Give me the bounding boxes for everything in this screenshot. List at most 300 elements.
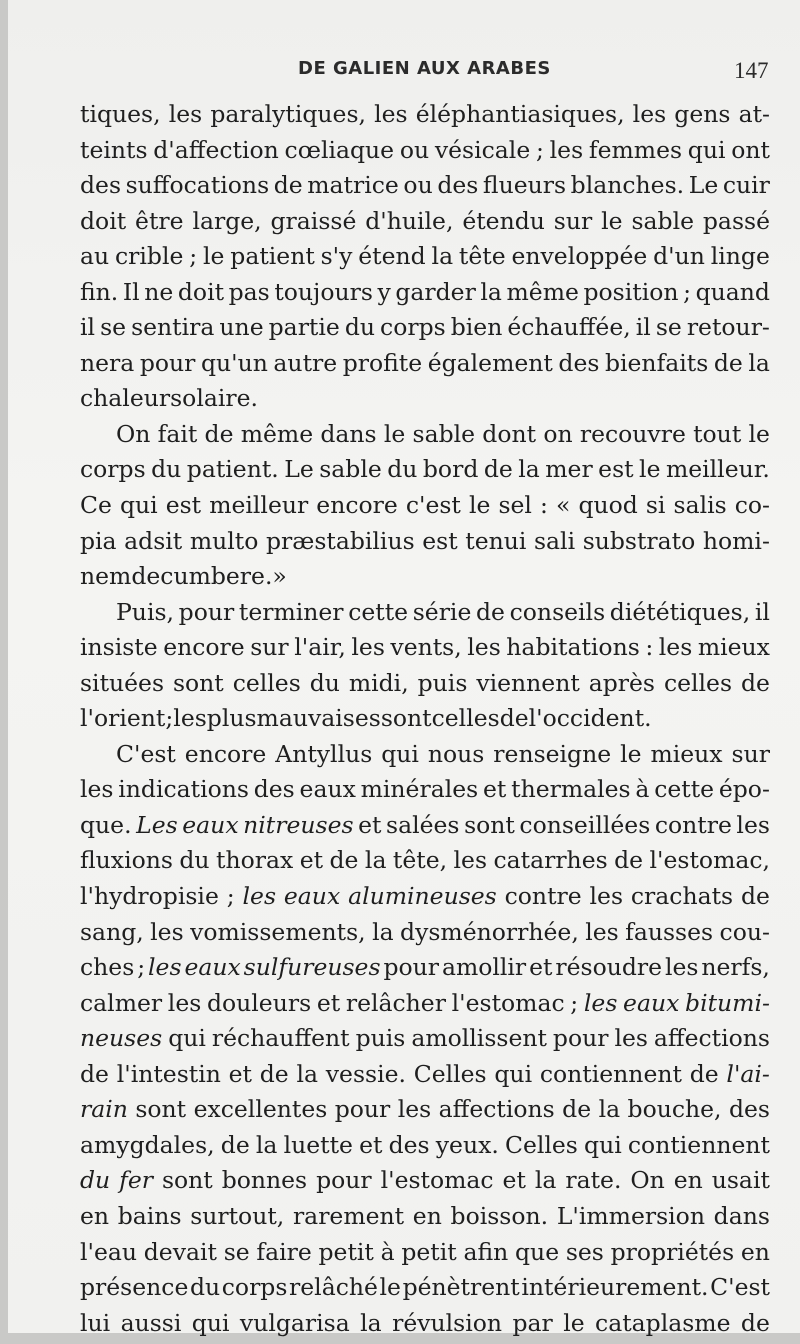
word: la [534,1166,557,1195]
word: des [558,348,600,377]
word: On [116,419,151,448]
word: si [645,491,666,520]
word: yeux. [435,1130,499,1159]
word: et [502,1166,526,1195]
word: pour [334,1095,391,1124]
word: contre [504,882,582,911]
word: boisson. [450,1201,549,1230]
word: bord [422,455,479,484]
word: afin [463,1237,509,1266]
word: ; [683,277,691,306]
word: fausses [625,917,714,946]
word: sang, [80,917,144,946]
word: qu'un [200,348,268,377]
text-line [80,1202,770,1238]
word: les [374,100,408,128]
word: l'estomac, [649,846,770,875]
word: étend [358,242,426,271]
italic-word: l'ai- [726,1059,770,1088]
word: linge [710,242,770,271]
word: étendu [462,206,545,235]
word: position [583,277,679,306]
word: On [630,1166,665,1195]
word: affections [653,1024,770,1053]
word: indications [118,775,249,804]
text-line [80,882,770,918]
text-line [80,313,770,349]
word: præstabilius [265,526,415,555]
word: cataplasme [595,1308,731,1337]
text-line [80,562,770,598]
word: en [412,1201,442,1230]
word: à [635,775,650,804]
word: les [736,810,770,839]
word: habitations [506,633,640,662]
word: du [179,846,210,875]
word: même [240,419,314,448]
word: de [740,882,770,911]
word: des [388,1130,430,1159]
text-line [80,846,770,882]
word: le [383,419,406,448]
word: fluxions [80,846,173,875]
text-line [80,527,770,563]
word: graissé [270,206,357,235]
word: puis [417,668,468,697]
word: mer [545,455,593,484]
word: paralytiques, [210,100,366,128]
word: se [655,313,682,342]
word: pour [552,1024,609,1053]
word: et [359,1130,383,1159]
book-page [8,0,800,1337]
word: minérales [360,775,479,804]
word: qui [687,135,726,164]
word: vomissements, [190,917,366,946]
word: catarrhes [493,846,608,875]
word: surtout, [190,1201,285,1230]
word: fin. [80,277,119,306]
word: pour [178,597,235,626]
word: pas [228,277,270,306]
word: contiennent [627,1130,770,1159]
word: tenui [465,526,527,555]
word: l'air, [294,633,346,662]
word: celles [431,704,500,733]
word: au [80,242,110,271]
word: en [740,1237,770,1266]
word: adsit [124,526,183,555]
word: devait [143,1237,217,1266]
word: des [728,1095,770,1124]
italic-word: du [80,1166,111,1195]
word: de [614,846,644,875]
word: Ce [80,491,112,520]
word: nerfs, [701,953,770,982]
word: ches [80,953,135,982]
word: qui [381,739,419,768]
word: de [329,846,359,875]
word: de [740,668,770,697]
page-header [8,52,800,84]
italic-word: alumineuses [348,882,497,911]
text-line [80,1309,770,1344]
word: intérieurement. [521,1273,709,1302]
word: insiste [80,633,158,662]
word: vents, [390,633,462,662]
word: propriétés [610,1237,735,1266]
word: être [135,206,184,235]
word: il [80,313,96,342]
word: sont [380,704,432,733]
word: le [379,1273,401,1302]
text-line [80,598,770,634]
word: et [482,775,507,804]
word: encore [184,739,267,768]
word: sont [172,668,224,697]
word: le [601,206,623,235]
text-line [80,1024,770,1060]
word: révulsion [392,1308,503,1337]
word: d'huile, [365,206,454,235]
word: les [664,953,699,982]
word: C'est [116,739,176,768]
word: renseigne [493,739,612,768]
word: les [549,135,584,164]
word: sur [553,206,593,235]
word: cuir [722,171,770,200]
text-line [80,455,770,491]
word: sont [464,810,515,839]
word: le [620,739,642,768]
word: et [228,1059,252,1088]
word: il [635,313,651,342]
word: les [173,704,207,733]
word: le [639,455,661,484]
word: faire [256,1237,312,1266]
italic-word: les [242,882,277,911]
word: du [151,455,182,484]
word: aussi [120,1308,182,1337]
word: la [255,1130,278,1159]
word: le [748,419,770,448]
italic-word: Les [136,810,178,839]
word: dysménorrhée, [400,917,579,946]
word: salées [386,810,460,839]
word: » [272,562,287,591]
word: doit [177,277,225,306]
word: celles [232,668,301,697]
italic-word: rain [80,1095,128,1124]
word: calmer [80,988,163,1017]
word: la [431,242,454,271]
word: les [467,633,501,662]
word: sur [250,633,289,662]
word: thermales [511,775,631,804]
word: lui [80,1308,111,1337]
text-line [80,811,770,847]
word: garder [395,277,476,306]
word: c'est [405,491,461,520]
word: salis [673,491,727,520]
word: ; [165,704,174,733]
word: les [167,988,202,1017]
word: le [468,491,491,520]
word: de [273,171,303,200]
word: résoudre [555,953,663,982]
word: l'occident. [528,704,652,733]
word: rate. [565,1166,622,1195]
word: l'hydropisie [80,882,219,911]
word: pénètrent [402,1273,520,1302]
italic-word: eaux [182,810,239,839]
word: de [220,1130,250,1159]
word: encore [316,491,398,520]
word: ses [565,1237,604,1266]
word: sont [161,1166,213,1195]
word: Celles [504,1130,578,1159]
word: la [480,277,502,306]
text-line [80,704,770,740]
word: encore [163,633,245,662]
word: femmes [588,135,683,164]
text-line [80,420,770,456]
word: : [540,491,548,520]
italic-word: sulfureuses [243,953,381,982]
word: qui [119,491,158,520]
word: conseillées [519,810,651,839]
word: puis [355,1024,406,1053]
word: nem [80,562,132,591]
word: affections [438,1095,555,1124]
word: de [80,1059,109,1088]
word: par [512,1308,553,1337]
word: diététiques, [609,597,751,626]
word: douleurs [206,988,312,1017]
word: ou [403,171,433,200]
text-line [80,1095,770,1131]
word: présence [80,1273,189,1302]
word: sel [498,491,532,520]
word: Le [688,171,719,200]
word: du [387,455,418,484]
word: co- [734,491,770,520]
text-line [80,136,770,172]
word: que [515,1237,560,1266]
word: la [296,1059,318,1088]
word: série [412,597,472,626]
word: Celles [413,1059,487,1088]
word: même [506,277,579,306]
word: terminer [238,597,344,626]
word: l'orient [80,704,166,733]
word: patient [230,242,315,271]
word: pia [80,526,117,555]
word: le [203,242,225,271]
word: celles [663,668,733,697]
word: la [518,455,540,484]
text-line [80,278,770,314]
word: tête [458,242,506,271]
word: viennent [476,668,580,697]
word: l'estomac [451,988,565,1017]
word: multo [189,526,259,555]
word: qui [584,1130,622,1159]
word: on [543,419,573,448]
word: Le [284,455,314,484]
word: amollir [441,953,527,982]
word: eaux [299,775,356,804]
word: doit [80,206,127,235]
word: du [309,668,340,697]
word: les [614,1024,648,1053]
word: suffocations [125,171,270,200]
word: vulgarisa [239,1308,350,1337]
word: le [563,1308,585,1337]
word: mieux [697,633,770,662]
word: bouche, [627,1095,722,1124]
word: flueurs [482,171,567,200]
word: teints [80,135,148,164]
word: des [80,171,122,200]
word: de [499,704,529,733]
word: matrice [307,171,399,200]
word: mieux [650,739,723,768]
word: les [658,633,693,662]
word: decumbere. [131,562,273,591]
word: situées [80,668,165,697]
word: passé [702,206,770,235]
word: bienfaits [604,348,709,377]
word: l'eau [80,1237,138,1266]
word: bien [450,313,503,342]
word: les [632,100,667,128]
word: de [740,1308,770,1337]
word: patient. [186,455,279,484]
word: « [555,491,571,520]
word: rarement [292,1201,405,1230]
running-title: DE GALIEN AUX ARABES [298,58,551,79]
word: en [673,1166,703,1195]
word: corps [221,1273,288,1302]
word: bonnes [221,1166,308,1195]
word: et [529,953,553,982]
word: ; [226,882,235,911]
word: la [360,1308,382,1337]
body-text [80,100,770,1344]
word: est [598,455,634,484]
word: d'un [653,242,705,271]
word: de [259,1059,289,1088]
word: quod [578,491,638,520]
word: autre [273,348,338,377]
word: l'estomac [380,1166,494,1195]
word: quand [695,277,770,306]
word: corps [80,455,146,484]
text-line [80,1060,770,1096]
word: Il [122,277,140,306]
word: blanches. [570,171,685,200]
word: sali [533,526,576,555]
word: qui [168,1024,206,1053]
word: les [80,775,114,804]
word: épo- [718,775,770,804]
word: les [351,633,385,662]
word: pour [383,953,440,982]
word: tête, [392,846,448,875]
text-line [80,349,770,385]
word: crible [115,242,184,271]
word: amygdales, [80,1130,215,1159]
word: pour [139,348,196,377]
word: de [562,1095,592,1124]
text-line [80,775,770,811]
word: les [589,882,624,911]
text-line [80,242,770,278]
word: toujours [274,277,373,306]
italic-word: bitumi- [685,988,770,1017]
word: petit [401,1237,457,1266]
word: L'immersion [556,1201,705,1230]
word: enveloppée [511,242,648,271]
text-line [80,953,770,989]
word: midi, [348,668,409,697]
word: solaire. [170,384,258,413]
word: en [80,1201,110,1230]
text-line [80,100,770,136]
word: thorax [216,846,294,875]
word: plus [206,704,257,733]
word: d'affection [153,135,279,164]
italic-word: les [583,988,618,1017]
word: substrato [582,526,696,555]
italic-word: les [148,953,182,982]
word: ; [535,135,544,164]
word: sable [631,206,694,235]
word: contiennent [539,1059,682,1088]
word: fait [157,419,198,448]
word: meilleur [209,491,309,520]
word: du [344,313,376,342]
word: large, [192,206,262,235]
word: partie [268,313,340,342]
word: contre [654,810,732,839]
word: de [476,597,505,626]
word: les [585,917,619,946]
word: et [316,988,341,1017]
italic-word: neuses [80,1024,163,1053]
word: excellentes [193,1095,328,1124]
word: recouvre [579,419,686,448]
word: gens [674,100,731,128]
word: cette [654,775,715,804]
word: dont [482,419,537,448]
text-line [80,1273,770,1309]
word: de [483,455,513,484]
word: amollissent [411,1024,547,1053]
word: chaleur [80,384,171,413]
word: sable [412,419,476,448]
word: bains [117,1201,182,1230]
word: ; [189,242,198,271]
word: la [598,1095,621,1124]
text-line [80,491,770,527]
italic-word: nitreuses [243,810,354,839]
word: C'est [710,1273,770,1302]
word: crachats [630,882,734,911]
word: : [645,633,654,662]
word: et [299,846,324,875]
